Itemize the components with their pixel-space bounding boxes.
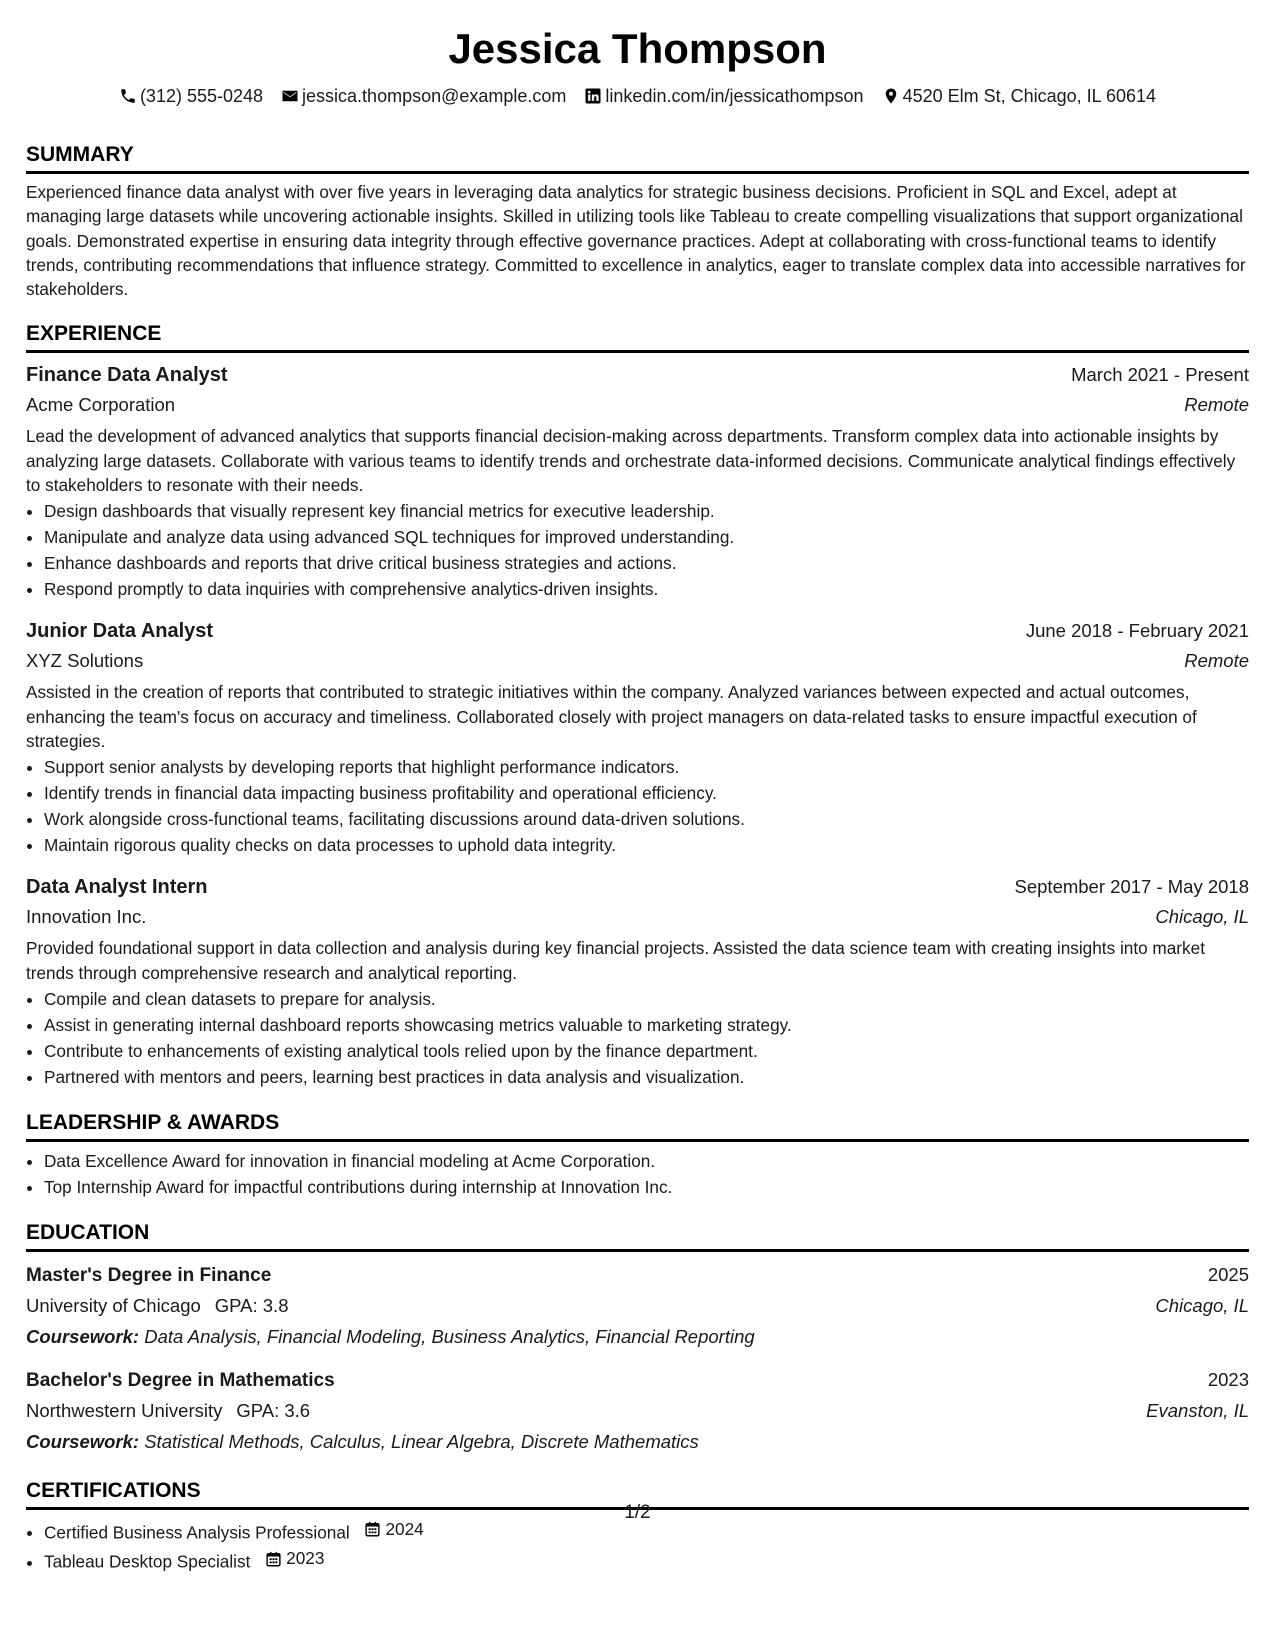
job-dates: March 2021 - Present [1071, 364, 1249, 386]
job-title: Finance Data Analyst [26, 364, 228, 387]
bullet-item: • Identify trends in financial data impacting business profitability and operational efficiency. [44, 780, 1249, 806]
linkedin-text: linkedin.com/in/jessicathompson [605, 86, 864, 106]
contact-email[interactable] [281, 84, 566, 108]
school-location: Evanston, IL [1146, 1399, 1249, 1421]
address-text: 4520 Elm St, Chicago, IL 60614 [902, 86, 1157, 106]
job-description: Provided foundational support in data collection and analysis during key financial projects. Assisted the data science team with creating insights into market trends through comprehensive research and analytical reporting. [26, 938, 1205, 983]
job-dates: June 2018 - February 2021 [1025, 620, 1249, 642]
certification-name: Tableau Desktop Specialist [44, 1551, 251, 1572]
degree-year: 2023 [1207, 1368, 1249, 1390]
bullet-item: • Assist in generating internal dashboard reports showcasing metrics valuable to marketing strategy. [44, 1012, 1249, 1038]
certification-year: 2023 [286, 1548, 325, 1569]
job-title: Junior Data Analyst [26, 620, 214, 643]
degree-name: Master's Degree in Finance [26, 1264, 272, 1286]
gpa: GPA: 3.8 [214, 1294, 289, 1316]
bullet-item: • Design dashboards that visually represent key financial metrics for executive leadership. [44, 498, 1249, 524]
job-bullets [26, 754, 1249, 858]
section-title-education: EDUCATION [26, 1220, 1249, 1252]
map-pin-icon [882, 87, 900, 105]
coursework-label: Coursework: [26, 1325, 140, 1347]
bullet-item: • Manipulate and analyze data using advanced SQL techniques for improved understanding. [44, 524, 1249, 550]
certification-year: 2024 [385, 1518, 424, 1539]
school-location: Chicago, IL [1155, 1294, 1249, 1316]
job-bullets [26, 498, 1249, 602]
job-dates: September 2017 - May 2018 [1014, 876, 1249, 898]
experience-section [26, 321, 1249, 1089]
phone-icon [119, 87, 137, 105]
contact-address [882, 84, 1157, 108]
email-text: jessica.thompson@example.com [302, 86, 567, 106]
bullet-item: • Respond promptly to data inquiries with comprehensive analytics-driven insights. [44, 576, 1249, 602]
job-title: Data Analyst Intern [26, 876, 208, 899]
award-item: • Data Excellence Award for innovation in financial modeling at Acme Corporation. [44, 1148, 1249, 1174]
education-entry [26, 1365, 1249, 1458]
job-location: Chicago, IL [1155, 906, 1249, 928]
job-entry [26, 872, 1249, 1090]
bullet-item: • Compile and clean datasets to prepare for analysis. [44, 986, 1249, 1012]
certification-name: Certified Business Analysis Professional [44, 1522, 350, 1543]
job-location: Remote [1184, 650, 1249, 672]
linkedin-icon [584, 87, 602, 105]
section-title-certifications: CERTIFICATIONS [26, 1478, 1249, 1510]
bullet-item: • Support senior analysts by developing reports that highlight performance indicators. [44, 754, 1249, 780]
job-company: XYZ Solutions [26, 650, 144, 672]
job-entry [26, 616, 1249, 858]
bullet-item: • Maintain rigorous quality checks on data processes to uphold data integrity. [44, 832, 1249, 858]
envelope-icon [281, 87, 299, 105]
certifications-list [26, 1516, 1249, 1575]
awards-list [26, 1148, 1249, 1200]
section-title-experience: EXPERIENCE [26, 321, 1249, 353]
gpa: GPA: 3.6 [236, 1399, 311, 1421]
coursework [26, 1426, 1249, 1458]
contact-linkedin[interactable] [584, 84, 863, 108]
page-number: 1/2 [624, 1502, 651, 1523]
bullet-item: • Partnered with mentors and peers, learning best practices in data analysis and visualization. [44, 1064, 1249, 1090]
candidate-name: Jessica Thompson [448, 25, 827, 72]
bullet-item: • Enhance dashboards and reports that drive critical business strategies and actions. [44, 550, 1249, 576]
coursework-label: Coursework: [26, 1430, 140, 1452]
job-description: Assisted in the creation of reports that contributed to strategic initiatives within the company. Analyzed variances between expected and actual outcomes, enhancing the team's focus on accuracy and timeliness. Collaborated closely with project managers on data-related tasks to ensure impactful execution of strategies. [26, 682, 1197, 751]
degree-name: Bachelor's Degree in Mathematics [26, 1369, 335, 1391]
section-title-leadership: LEADERSHIP & AWARDS [26, 1110, 1249, 1142]
summary-text: Experienced finance data analyst with over five years in leveraging data analytics for strategic business decisions. Proficient in SQL and Excel, adept at managing large datasets while uncovering actionable insights. Skilled in utilizing tools like Tableau to create compelling visualizations that support organizational goals. Demonstrated expertise in ensuring data integrity through effective governance practices. Adept at collaborating with cross-functional teams to identify trends, contributing recommendations that influence strategy. Committed to excellence in analytics, eager to translate complex data into accessible narratives for stakeholders. [26, 182, 1246, 300]
certifications-section [26, 1478, 1249, 1575]
section-title-summary: SUMMARY [26, 142, 1249, 174]
summary-section [26, 142, 1249, 301]
job-company: Acme Corporation [26, 394, 176, 416]
bullet-item: • Contribute to enhancements of existing analytical tools relied upon by the finance department. [44, 1038, 1249, 1064]
job-bullets [26, 986, 1249, 1090]
coursework-list: Data Analysis, Financial Modeling, Business Analytics, Financial Reporting [144, 1325, 755, 1347]
job-entry [26, 360, 1249, 602]
calendar-icon [265, 1550, 282, 1567]
school-name: University of Chicago [26, 1294, 201, 1316]
education-section [26, 1220, 1249, 1458]
job-description: Lead the development of advanced analytics that supports financial decision-making across departments. Transform complex data into actionable insights by analyzing large datasets. Collaborate with various teams to identify trends and orchestrate data-informed decisions. Communicate analytical findings effectively to stakeholders to resonate with their needs. [26, 426, 1236, 496]
leadership-section [26, 1110, 1249, 1200]
certification-item [44, 1545, 1249, 1575]
bullet-item: • Work alongside cross-functional teams, facilitating discussions around data-driven solutions. [44, 806, 1249, 832]
job-location: Remote [1184, 394, 1249, 416]
contact-bar [26, 84, 1249, 108]
school-name: Northwestern University [26, 1399, 223, 1421]
award-item: • Top Internship Award for impactful contributions during internship at Innovation Inc. [44, 1174, 1249, 1200]
education-entry [26, 1260, 1249, 1353]
job-company: Innovation Inc. [26, 906, 147, 928]
phone-text: (312) 555-0248 [139, 86, 264, 106]
coursework-list: Statistical Methods, Calculus, Linear Algebra, Discrete Mathematics [144, 1430, 699, 1452]
coursework [26, 1321, 1249, 1353]
degree-year: 2025 [1207, 1263, 1249, 1285]
contact-phone[interactable] [119, 84, 263, 108]
